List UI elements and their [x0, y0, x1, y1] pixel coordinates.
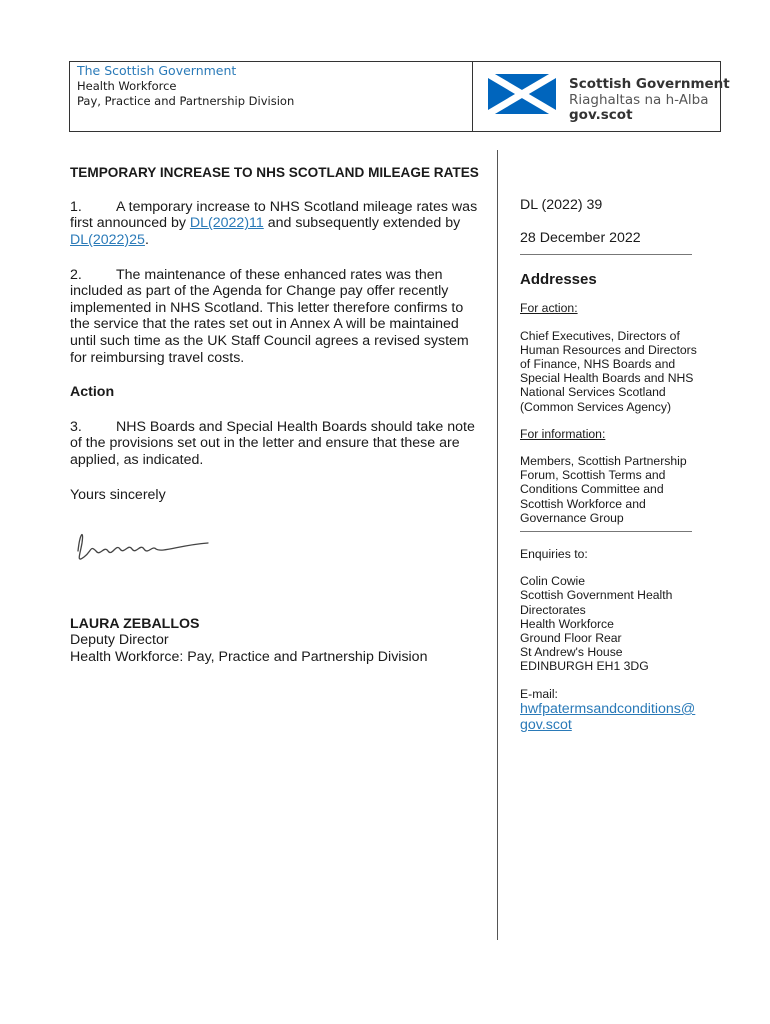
sidebar-rule [520, 254, 692, 255]
logo-wordmark [569, 77, 730, 124]
paragraph-text: The maintenance of these enhanced rates was then included as part of the Agenda for Change pay offer recently implemented in NHS Scotland. This letter therefore confirms to the service that the rates set out in Annex A will be maintained until such time as the UK Staff Council agrees a revised system for reimbursing travel costs. [70, 266, 469, 366]
letter-title: TEMPORARY INCREASE TO NHS SCOTLAND MILEAGE RATES [70, 165, 479, 180]
contact-address-line: St Andrew's House [520, 645, 623, 660]
logo-line-3: gov.scot [569, 107, 633, 123]
letterhead-divider [472, 62, 473, 131]
addresses-heading: Addresses [520, 271, 597, 289]
logo-line-1: Scottish Government [569, 76, 730, 92]
paragraph-2 [70, 267, 480, 367]
dl-2022-11-link[interactable]: DL(2022)11 [189, 215, 264, 232]
contact-address-line: EDINBURGH EH1 3DG [520, 659, 649, 674]
reference-number: DL (2022) 39 [520, 197, 603, 213]
sender-division: Pay, Practice and Partnership Division [77, 94, 295, 108]
signatory-division: Health Workforce: Pay, Practice and Partnership Division [70, 648, 428, 665]
for-information-label: For information: [520, 426, 606, 441]
paragraph-text: NHS Boards and Special Health Boards should take note of the provisions set out in the letter and ensure that these are applied, as indicated. [70, 418, 475, 468]
email-link[interactable]: hwfpatermsandconditions@gov.scot [520, 700, 696, 734]
scottish-government-logo [488, 72, 730, 123]
address-sidebar [520, 197, 705, 734]
paragraph-number: 3. [70, 418, 82, 435]
sender-dept: Health Workforce [77, 78, 177, 93]
contact-address-line: Ground Floor Rear [520, 631, 622, 646]
sidebar-rule [520, 531, 692, 532]
for-information-text: Members, Scottish Partnership Forum, Scottish Terms and Conditions Committee and Scottish Workforce and Governance Group [520, 454, 687, 525]
paragraph-3 [70, 419, 480, 469]
signature-image [70, 521, 220, 571]
sender-org: The Scottish Government [77, 63, 237, 78]
paragraph-number: 1. [70, 198, 82, 215]
saltire-flag-icon [488, 74, 556, 114]
sender-block [77, 63, 294, 110]
contact-name: Colin Cowie [520, 574, 586, 589]
closing: Yours sincerely [70, 486, 166, 503]
for-action-label: For action: [520, 301, 578, 316]
letterhead [69, 61, 730, 132]
signatory-name: LAURA ZEBALLOS [70, 615, 200, 632]
letter-date: 28 December 2022 [520, 229, 641, 246]
signatory-role: Deputy Director [70, 632, 169, 649]
action-heading: Action [70, 384, 115, 401]
paragraph-text: and subsequently extended by [263, 215, 461, 232]
for-action-text: Chief Executives, Directors of Human Resources and Directors of Finance, NHS Boards and Special Health Boards and NHS National Services Scotland (Common Services Agency) [520, 328, 697, 414]
letter-body [70, 165, 480, 665]
contact-address-line: Health Workforce [520, 616, 614, 631]
dl-2022-25-link[interactable]: DL(2022)25 [70, 231, 145, 248]
contact-address-line: Scottish Government Health Directorates [520, 588, 673, 617]
paragraph-text: A temporary increase to NHS Scotland mileage rates was first announced by [70, 198, 478, 232]
email-label: E-mail: [520, 686, 558, 701]
paragraph-number: 2. [70, 266, 82, 283]
paragraph-text: . [144, 231, 149, 248]
logo-line-2: Riaghaltas na h-Alba [569, 91, 709, 108]
column-divider [497, 150, 498, 940]
paragraph-1 [70, 199, 480, 249]
enquiries-label: Enquiries to: [520, 547, 588, 562]
